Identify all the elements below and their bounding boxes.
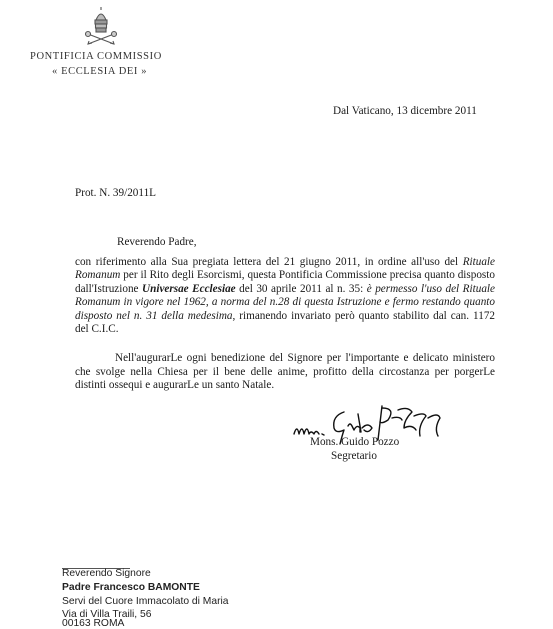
recipient-line-4: Via di Villa Traili, 56 [62,609,152,620]
recipient-line-3: Servi del Cuore Immacolato di Maria [62,596,229,607]
signatory-name: Mons. Guido Pozzo [310,436,400,448]
p1-text-rituale: Rituale Romanum [75,256,495,282]
p1-text-a: con riferimento alla Sua pregiata lettera del 21 giugno 2011, in ordine all'uso del [75,256,463,268]
recipient-name: Padre Francesco BAMONTE [62,582,200,593]
header-line-2: « ECCLESIA DEI » [52,66,148,77]
p1-text-c: per il Rito degli Esorcismi, questa Pontificia Commissione precisa quanto disposto dall'Istruzione [75,269,495,295]
p1-text-universae: Universae Ecclesiae [142,282,236,295]
recipient-line-5: 00163 ROMA [62,618,125,629]
letter-paragraph-2 [75,341,495,404]
salutation: Reverendo Padre, [117,236,197,248]
p1-text-e: del 30 aprile 2011 al n. 35: [235,282,367,295]
header-line-1: PONTIFICIA COMMISSIO [30,51,162,62]
recipient-line-1: Reverendo Signore [62,568,151,579]
signatory-title: Segretario [331,450,377,462]
p1-text-g: , rimanendo invariato però quanto stabilito dal can. 1172 del C.I.C. [75,309,496,336]
p2-text: Nell'augurarLe ogni benedizione del Signore per l'importante e delicato ministero che svolge nella Chiesa per il bene delle anime, profitto della circostanza per porgerLe distinti ossequi e augurarLe un santo Natale. [75,352,495,391]
letter-date: Dal Vaticano, 13 dicembre 2011 [333,105,477,117]
letter-paragraph-1 [75,256,495,336]
papal-emblem-icon [84,6,118,46]
protocol-number: Prot. N. 39/2011L [75,187,157,199]
p1-text-quote: è permesso l'uso del Rituale Romanum in vigore nel 1962, a norma del n.28 di questa Istruzione e fermo restando quanto disposto nel n. 31 della medesima [75,282,495,322]
